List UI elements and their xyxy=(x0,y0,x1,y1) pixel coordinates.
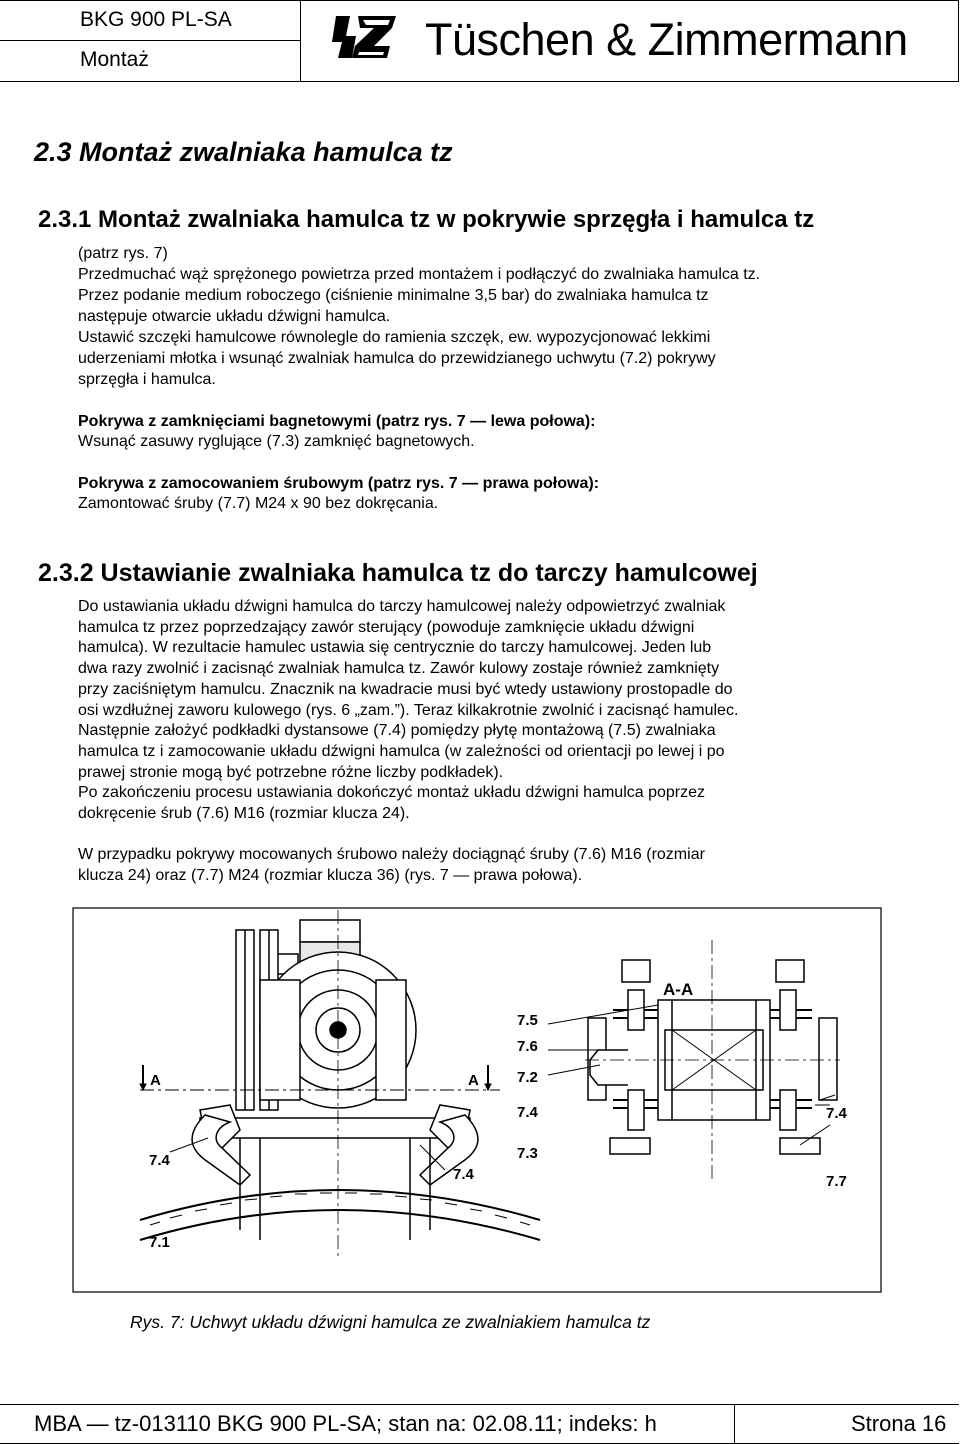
figure-caption: Rys. 7: Uchwyt układu dźwigni hamulca ze zwalniakiem hamulca tz xyxy=(130,1312,651,1332)
header-border-right xyxy=(958,0,959,82)
screw-text: Zamontować śruby (7.7) M24 x 90 bez dokręcania. xyxy=(78,495,439,512)
page-title: 2.3 Montaż zwalniaka hamulca tz xyxy=(34,137,453,167)
bayonet-title: Pokrywa z zamknięciami bagnetowymi (patrz rys. 7 — lewa połowa): xyxy=(78,413,596,430)
paragraph-line: Następnie założyć podkładki dystansowe (7.4) pomiędzy płytę montażową (7.5) zwalniaka xyxy=(78,722,716,740)
label-7-3: 7.3 xyxy=(517,1145,538,1162)
label-7-4-bottom: 7.4 xyxy=(453,1166,474,1183)
section-1-body xyxy=(78,243,760,390)
paragraph-line: uderzeniami młotka i wsunąć zwalniak hamulca do przewidzianego uchwytu (7.2) pokrywy xyxy=(78,350,716,367)
label-7-4-mid: 7.4 xyxy=(517,1104,538,1121)
paragraph-line: Przez podanie medium roboczego (ciśnienie minimalne 3,5 bar) do zwalniaka hamulca tz xyxy=(78,287,709,304)
paragraph-line: przy zaciśniętym hamulcu. Znacznik na kwadracie musi być wtedy ustawiony prostopadle do xyxy=(78,680,733,698)
footer-divider xyxy=(734,1404,735,1444)
label-7-4-left: 7.4 xyxy=(149,1152,170,1169)
label-7-4-right: 7.4 xyxy=(826,1105,847,1122)
header-company: Tüschen & Zimmermann xyxy=(425,14,908,65)
paragraph-line: osi wzdłużnej zaworu kulowego (rys. 6 „zam.”). Teraz kilkakrotnie zwolnić i zacisnąć hamulec. xyxy=(78,701,739,719)
label-a-a: A-A xyxy=(663,980,694,999)
label-7-7: 7.7 xyxy=(826,1173,847,1190)
label-7-2: 7.2 xyxy=(517,1069,538,1086)
paragraph-line: klucza 24) oraz (7.7) M24 (rozmiar klucza 36) (rys. 7 — prawa połowa). xyxy=(78,866,583,884)
paragraph-line: Po zakończeniu procesu ustawiania dokończyć montaż układu dźwigni hamulca poprzez xyxy=(78,784,706,802)
header-divider xyxy=(300,0,301,82)
valve-fitting xyxy=(300,920,360,942)
label-7-5: 7.5 xyxy=(517,1012,538,1029)
footer-page-number: Strona 16 xyxy=(851,1411,947,1436)
paragraph-line: hamulca tz przez poprzedzający zawór sterujący (powoduje zamknięcie układu dźwigni xyxy=(78,618,695,636)
bolt-7-7 xyxy=(610,1138,650,1154)
section-2-body xyxy=(78,597,738,825)
paragraph-line: W przypadku pokrywy mocowanych śrubowo należy dociągnąć śruby (7.6) M16 (rozmiar xyxy=(78,846,705,863)
mounting-plate xyxy=(200,1118,470,1138)
paragraph-line: hamulca). W rezultacie hamulec ustawia się centrycznie do tarczy hamulcowej. Jeden lub xyxy=(78,639,712,657)
paragraph-line: dokręcenie śrub (7.6) M16 (rozmiar klucza 24). xyxy=(78,805,410,823)
paragraph-line: hamulca tz i zamocowanie układu dźwigni hamulca (w zależności od orientacji po lewej i po xyxy=(78,742,725,760)
section-2-note xyxy=(78,845,705,886)
paragraph-line: dwa razy zwolnić i zacisnąć zwalniak hamulca tz. Zawór kulowy zostaje również zamknięty xyxy=(78,660,720,678)
header-divider-horizontal xyxy=(0,40,300,41)
figure-7-drawing xyxy=(0,900,960,1300)
paragraph-line: prawej stronie mogą być potrzebne różne liczby podkładek). xyxy=(78,763,504,781)
screw-title: Pokrywa z zamocowaniem śrubowym (patrz rys. 7 — prawa połowa): xyxy=(78,475,600,492)
paragraph-line: Ustawić szczęki hamulcowe równolegle do ramienia szczęk, ew. wypozycjonować lekkimi xyxy=(78,329,711,346)
paragraph-line: Przedmuchać wąż sprężonego powietrza przed montażem i podłączyć do zwalniaka hamulca tz. xyxy=(78,266,761,283)
company-logo xyxy=(330,6,400,68)
label-a-left: A xyxy=(150,1072,161,1089)
paragraph-line: następuje otwarcie układu dźwigni hamulca. xyxy=(78,308,391,325)
paragraph-line: Do ustawiania układu dźwigni hamulca do tarczy hamulcowej należy odpowietrzyć zwalniak xyxy=(78,598,726,615)
paragraph-line: (patrz rys. 7) xyxy=(78,245,168,262)
label-a-right: A xyxy=(468,1072,479,1089)
header-section: Montaż xyxy=(80,48,149,71)
header-model: BKG 900 PL-SA xyxy=(80,8,232,31)
footer-document-info: MBA — tz-013110 BKG 900 PL-SA; stan na: 02.08.11; indeks: h xyxy=(34,1411,657,1436)
label-7-6: 7.6 xyxy=(517,1038,538,1055)
paragraph-line: sprzęgła i hamulca. xyxy=(78,371,216,388)
section-2-title: 2.3.2 Ustawianie zwalniaka hamulca tz do tarczy hamulcowej xyxy=(38,559,758,587)
bayonet-text: Wsunąć zasuwy ryglujące (7.3) zamknięć bagnetowych. xyxy=(78,433,475,450)
section-1-title: 2.3.1 Montaż zwalniaka hamulca tz w pokrywie sprzęgła i hamulca tz xyxy=(38,206,815,233)
label-7-1: 7.1 xyxy=(149,1234,170,1251)
